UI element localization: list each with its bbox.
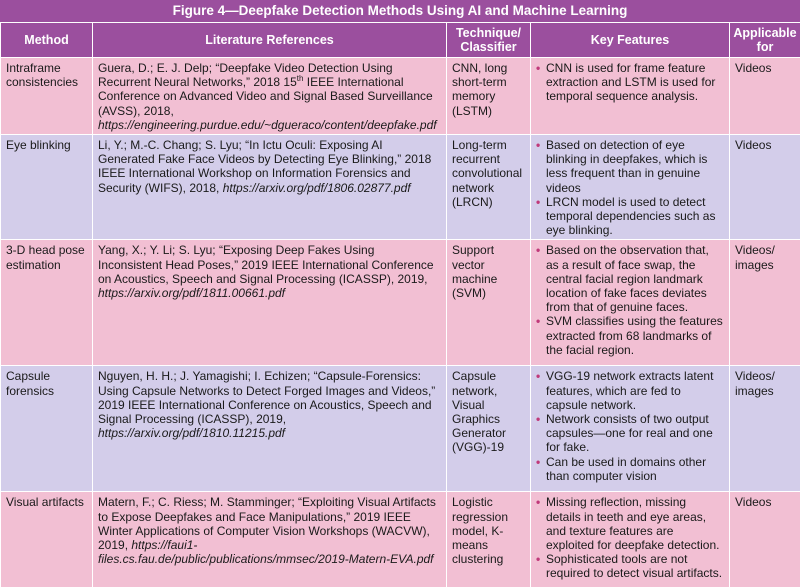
header-method: Method	[1, 23, 93, 58]
method-cell: Capsule forensics	[1, 366, 93, 492]
technique-cell: Capsule network, Visual Graphics Generator (VGG)-19	[447, 366, 531, 492]
figure-title: Figure 4—Deepfake Detection Methods Using AI and Machine Learning	[0, 0, 800, 22]
feature-item: • Missing reflection, missing details in teeth and eye areas, and texture features are exploited for deepfake detection.	[536, 495, 724, 552]
method-cell: Visual artifacts	[1, 492, 93, 588]
applicable-cell: Videos	[730, 492, 800, 588]
table-row	[1, 366, 800, 492]
table-row	[1, 58, 800, 135]
features-cell	[531, 240, 730, 366]
feature-item: • Can be used in domains other than computer vision	[536, 455, 724, 483]
reference-text: Yang, X.; Y. Li; S. Lyu; “Exposing Deep Fakes Using Inconsistent Head Poses,” 2019 IEEE International Conference on Acoustics, Speech and Signal Processing (ICASSP), 2019,	[98, 243, 434, 285]
reference-cell	[93, 366, 447, 492]
method-cell: Intraframe consistencies	[1, 58, 93, 135]
technique-cell: Long-term recurrent convolutional network (LRCN)	[447, 135, 531, 240]
header-row	[1, 23, 800, 58]
feature-item: • Network consists of two output capsules—one for real and one for fake.	[536, 412, 724, 455]
technique-cell: CNN, long short-term memory (LSTM)	[447, 58, 531, 135]
feature-item: • SVM classifies using the features extracted from 68 landmarks of the facial region.	[536, 314, 724, 357]
features-cell	[531, 366, 730, 492]
header-technique: Technique/ Classifier	[447, 23, 531, 58]
feature-item: • LRCN model is used to detect temporal dependencies such as eye blinking.	[536, 195, 724, 238]
feature-item: • Based on the observation that, as a result of face swap, the central facial region landmark location of fake faces deviates from that of genuine faces.	[536, 243, 724, 314]
technique-cell: Support vector machine (SVM)	[447, 240, 531, 366]
methods-table	[0, 22, 800, 588]
header-applicable: Applicable for	[730, 23, 800, 58]
table-row	[1, 135, 800, 240]
technique-cell: Logistic regression model, K-means clustering	[447, 492, 531, 588]
features-cell	[531, 58, 730, 135]
reference-text-continued: IEEE International Conference on Advanced Video and Signal Based Surveillance (AVSS), 2018,	[98, 75, 433, 117]
reference-cell	[93, 240, 447, 366]
header-references: Literature References	[93, 23, 447, 58]
reference-cell	[93, 135, 447, 240]
reference-url[interactable]: https://engineering.purdue.edu/~dgueraco/content/deepfake.pdf	[98, 118, 437, 132]
feature-item: • Based on detection of eye blinking in deepfakes, which is less frequent than in genuine videos	[536, 138, 724, 195]
feature-item: • CNN is used for frame feature extraction and LSTM is used for temporal sequence analysis.	[536, 61, 724, 104]
reference-text: Guera, D.; E. J. Delp; “Deepfake Video Detection Using Recurrent Neural Networks,” 2018 15	[98, 61, 393, 89]
applicable-cell: Videos	[730, 58, 800, 135]
method-cell: Eye blinking	[1, 135, 93, 240]
applicable-cell: Videos	[730, 135, 800, 240]
method-cell: 3-D head pose estimation	[1, 240, 93, 366]
applicable-cell: Videos/ images	[730, 366, 800, 492]
applicable-cell: Videos/ images	[730, 240, 800, 366]
reference-text: Matern, F.; C. Riess; M. Stamminger; “Exploiting Visual Artifacts to Expose Deepfakes and Face Manipulations,” 2019 IEEE Winter Applications of Computer Vision Workshops (WACVW), 2019,	[98, 495, 436, 552]
features-cell	[531, 135, 730, 240]
reference-url[interactable]: https://faui1-files.cs.fau.de/public/publications/mmsec/2019-Matern-EVA.pdf	[98, 538, 434, 566]
reference-url[interactable]: https://arxiv.org/pdf/1811.00661.pdf	[98, 286, 285, 300]
reference-text: Nguyen, H. H.; J. Yamagishi; I. Echizen; “Capsule-Forensics: Using Capsule Networks to Detect Forged Images and Videos,” 2019 IEEE International Conference on Acoustics, Speech and Signal Processing (ICASSP), 2019,	[98, 369, 435, 426]
reference-url[interactable]: https://arxiv.org/pdf/1806.02877.pdf	[223, 181, 411, 195]
header-features: Key Features	[531, 23, 730, 58]
reference-text: Li, Y.; M.-C. Chang; S. Lyu; “In Ictu Oculi: Exposing AI Generated Fake Face Videos by Detecting Eye Blinking,” 2018 IEEE International Workshop on Information Forensics and Security (WIFS), 2018,	[98, 138, 431, 195]
reference-cell	[93, 58, 447, 135]
feature-item: • VGG-19 network extracts latent features, which are fed to capsule network.	[536, 369, 724, 412]
table-row	[1, 240, 800, 366]
reference-url[interactable]: https://arxiv.org/pdf/1810.11215.pdf	[98, 426, 285, 440]
feature-item: • Sophisticated tools are not required to detect visual artifacts.	[536, 552, 724, 580]
reference-superscript: th	[297, 74, 304, 83]
